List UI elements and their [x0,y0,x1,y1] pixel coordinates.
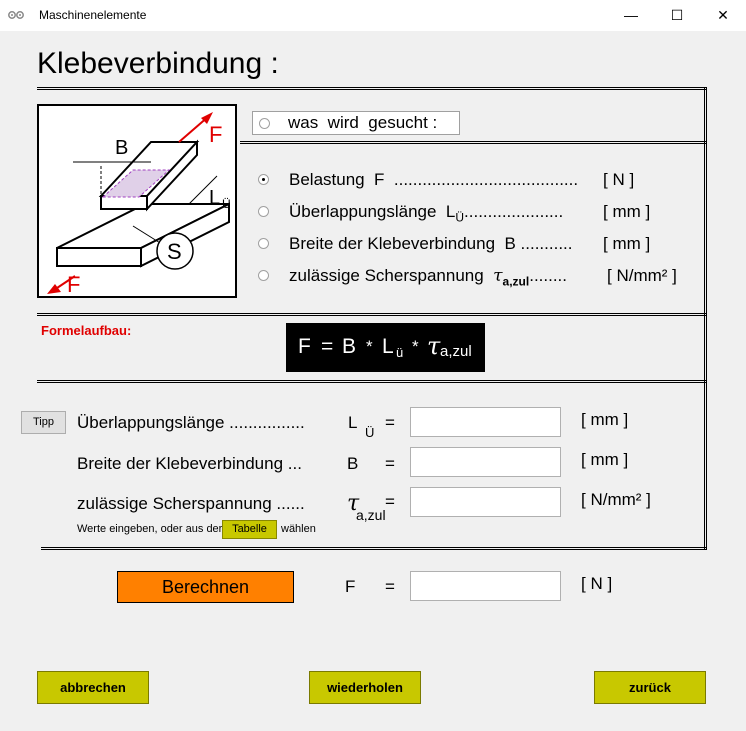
option-label-shear [289,266,567,288]
option-unit-overlap: [ mm ] [603,202,651,221]
repeat-button[interactable]: wiederholen [309,671,421,704]
option-shear-sym: τ [493,266,503,286]
width-input[interactable] [410,447,561,477]
app-gear-icon [8,9,24,21]
option-shear-dots: ........ [529,266,568,285]
input-label-width: Breite der Klebeverbindung ... [77,454,302,473]
formula-tau: τ [427,332,441,360]
input-unit-width: [ mm ] [581,450,629,469]
tabelle-button[interactable]: Tabelle [222,520,277,539]
formula-tau-sub: a,zul [440,343,472,360]
formula-b: B [342,335,357,358]
lap-joint-diagram [39,106,235,296]
input-label-overlap: Überlappungslänge ................ [77,413,305,432]
sought-selector[interactable] [252,111,460,135]
page-title: Klebeverbindung : [37,47,279,80]
option-shear-text: zulässige Scherspannung [289,266,484,285]
input-sym-shear: τ [347,491,360,516]
option-label-width: Breite der Klebeverbindung B ........... [289,234,573,253]
label-s: S [167,239,182,264]
input-eq-shear: = [385,492,395,511]
close-icon: ✕ [717,7,729,23]
formula-eq: = [321,335,334,358]
joint-illustration [37,104,237,298]
back-button[interactable]: zurück [594,671,706,704]
minimize-icon: — [624,7,638,23]
cancel-button[interactable]: abbrechen [37,671,149,704]
divider-top [37,87,707,90]
hint-text-before: Werte eingeben, oder aus der [77,523,223,535]
calculate-button[interactable]: Berechnen [117,571,294,603]
option-radio-width[interactable] [258,238,269,249]
input-eq-overlap: = [385,413,395,432]
input-unit-shear: [ N/mm² ] [581,490,651,509]
result-output[interactable] [410,571,561,601]
divider-inputs [37,380,707,383]
sought-label: was wird gesucht : [288,113,438,132]
title-bar [0,0,746,31]
option-label-load: Belastung F ....................................... [289,170,579,189]
label-b: B [115,137,129,159]
input-label-shear: zulässige Scherspannung ...... [77,494,305,513]
formula-f: F [298,335,311,358]
minimize-button[interactable] [608,0,654,31]
option-overlap-sub: Ü [455,210,465,225]
input-unit-overlap: [ mm ] [581,410,629,429]
formula-star-2: * [412,337,419,356]
option-shear-sub: a,zul [502,274,530,289]
divider-options [240,141,706,144]
label-l-sub: Ü [222,197,231,211]
result-unit: [ N ] [581,574,613,593]
formula-l: L [382,335,394,358]
option-overlap-text: Überlappungslänge L [289,202,456,221]
option-label-overlap [289,202,563,224]
result-sym: F [345,577,356,596]
tipp-button[interactable]: Tipp [21,411,66,434]
shear-stress-input[interactable] [410,487,561,517]
close-button[interactable] [700,0,746,31]
input-sym-overlap: L [348,413,358,432]
input-sym-width: B [347,454,359,473]
formula-star-1: * [366,337,373,356]
option-overlap-dots: ..................... [464,202,564,221]
divider-formula [37,313,707,316]
main-panel [0,31,746,731]
divider-bottom [41,547,707,550]
input-eq-width: = [385,454,395,473]
option-radio-overlap[interactable] [258,206,269,217]
maximize-icon: ☐ [670,7,684,23]
option-radio-load[interactable] [258,174,269,185]
formula-label: Formelaufbau: [41,323,132,338]
option-unit-width: [ mm ] [603,234,651,253]
window-title: Maschinenelemente [39,8,147,22]
formula-l-sub: ü [396,345,404,360]
label-l: L [209,187,221,209]
option-unit-load: [ N ] [603,170,635,189]
result-eq: = [385,577,395,596]
option-radio-shear[interactable] [258,270,269,281]
label-f-top: F [209,122,223,147]
input-sub-overlap: Ü [365,425,375,440]
maximize-button[interactable] [654,0,700,31]
frame-right [704,87,707,549]
input-sub-shear: a,zul [356,507,386,523]
label-f-bottom: F [67,272,81,296]
option-unit-shear: [ N/mm² ] [607,266,677,285]
sought-radio[interactable] [259,118,270,129]
formula-display [286,323,485,372]
overlap-length-input[interactable] [410,407,561,437]
hint-text-after: wählen [281,523,316,535]
